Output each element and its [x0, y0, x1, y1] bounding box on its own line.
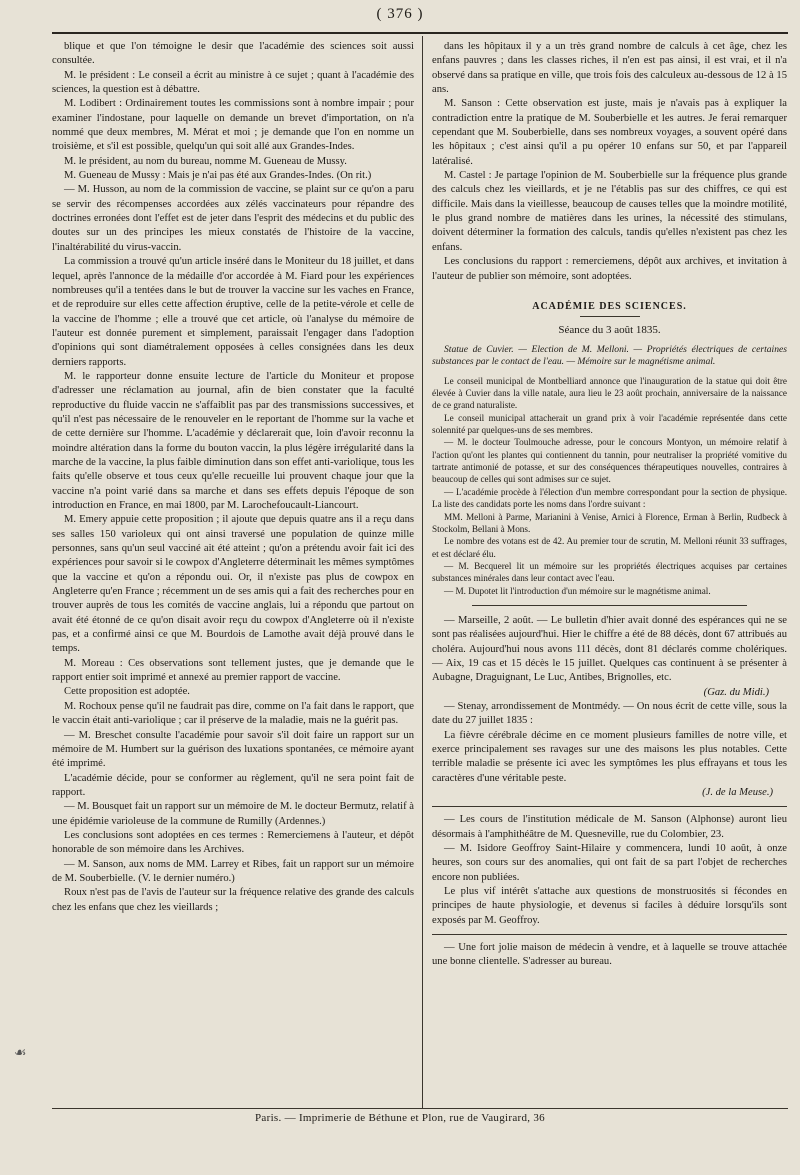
- paragraph: — Marseille, 2 août. — Le bulletin d'hier avait donné des espérances qui ne se sont pas réalisées aujourd'hui. Hier le chiffre a été de 88 décès, dont 67 attribués au choléra. Aujourd'hui nous avons 111 décès, dont 81 déclarés comme cholériques. — Aix, 19 cas et 15 décès le 15 juillet. Quelques cas continuent à se présenter à Aubagne, Draguignant, Le Luc, Antibes, Brignolles, etc.: [432, 614, 787, 684]
- paragraph: — M. Bousquet fait un rapport sur un mémoire de M. le docteur Bermutz, relatif à une épidémie varioleuse de la commune de Rumilly (Ardennes.): [52, 801, 414, 827]
- paragraph: blique et que l'on témoigne le desir que l'académie des sciences soit aussi consultée.: [52, 41, 414, 67]
- paragraph: — M. Isidore Geoffroy Saint-Hilaire y commencera, lundi 10 août, à onze heures, son cours sur des anomalies, qui ont fait de sa part l'objet de recherches encore non publiées.: [432, 843, 787, 883]
- academy-date: Séance du 3 août 1835.: [558, 324, 661, 337]
- paragraph: M. Moreau : Ces observations sont tellement justes, que je demande que le rapport entier soit imprimé et annexé au premier rapport de vaccine.: [52, 657, 414, 684]
- paragraph: — M. le docteur Toulmouche adresse, pour le concours Montyon, un mémoire relatif à l'action qu'ont les plantes qui contiennent du tannin, pour neutraliser la propriété vomitive du tartrate antimonié de potasse, et sur des conséquences thérapeutiques nouvelles, contraires à beaucoup de celles qui sont admises sur ce sujet.: [432, 437, 787, 485]
- paragraph: La fièvre cérébrale décime en ce moment plusieurs familles de notre ville, et exerce principalement ses ravages sur une des maisons les plus notables. Cette terrible maladie se présente ici avec les symptômes les plus effrayans et tous les caractères d'une véritable peste.: [432, 729, 787, 784]
- paragraph: dans les hôpitaux il y a un très grand nombre de calculs à cet âge, chez les enfans pauvres ; dans les classes riches, il n'en est pas ainsi, il est vrai, et il n'a observé dans sa pratique en ville, que trois fois des calculeux au-dessous de 12 à 15 ans.: [432, 41, 787, 96]
- section-separator-2: [432, 806, 787, 807]
- paragraph: M. le président, au nom du bureau, nomme M. Gueneau de Mussy.: [64, 155, 347, 167]
- paragraph: — Stenay, arrondissement de Montmédy. — On nous écrit de cette ville, sous la date du 27 juillet 1835 :: [432, 700, 787, 727]
- paragraph: M. Castel : Je partage l'opinion de M. Souberbielle sur la fréquence plus grande des calculs chez les vieillards, et je ne l'établis pas sur des chiffres, ce qui est difficile. Mais dans la vieillesse, beaucoup de causes telles que la moindre motilité, le plus grand nombre de matières dans les urines, la nécessité des stimulans, doivent déterminer la formation des calculs, tandis qu'elles n'existent pas chez les enfans.: [432, 170, 787, 253]
- footer-rule: [52, 1108, 788, 1109]
- paragraph: — Les cours de l'institution médicale de M. Sanson (Alphonse) auront lieu désormais à l'amphithéâtre de M. Quesneville, rue du Colombier, 23.: [432, 814, 787, 840]
- right-column: [432, 40, 787, 1108]
- page-number: ( 376 ): [376, 6, 424, 22]
- paragraph: Le nombre des votans est de 42. Au premier tour de scrutin, M. Melloni réunit 33 suffrages, et est déclaré élu.: [432, 536, 787, 559]
- paragraph: — M. Becquerel lit un mémoire sur les propriétés électriques acquises par certaines substances minérales dans leur contact avec l'eau.: [432, 560, 787, 584]
- paragraph: M. Gueneau de Mussy : Mais je n'ai pas été aux Grandes-Indes. (On rit.): [64, 170, 372, 182]
- academy-body: [432, 375, 787, 597]
- paragraph: — M. Dupotet lit l'introduction d'un mémoire sur le magnétisme animal.: [444, 585, 711, 596]
- paragraph: MM. Melloni à Parme, Marianini à Venise, Arnici à Florence, Erman à Berlin, Rudbeck à Stockolm, Bellani à Mons.: [432, 511, 787, 534]
- courses-notice: [432, 813, 787, 928]
- paragraph: — M. Sanson, aux noms de MM. Larrey et Ribes, fait un rapport sur un mémoire de M. Souberbielle. (V. le dernier numéro.): [52, 858, 414, 884]
- paragraph: Cette proposition est adoptée.: [64, 686, 190, 698]
- news-source-meuse: (J. de la Meuse.): [702, 787, 773, 799]
- paragraph: M. Sanson : Cette observation est juste, mais je n'avais pas à expliquer la contradiction entre la pratique de M. Souberbielle et les autres. Je ferai remarquer cependant que M. Souberbielle, dans ses nombreux voyages, a souvent opéré dans les hôpitaux ; c'est ainsi qu'il a pu opérer 10 enfans sur 50, et par l'appareil latéralisé.: [432, 98, 787, 167]
- heading-rule: [580, 316, 640, 317]
- paragraph: — M. Breschet consulte l'académie pour savoir s'il doit faire un rapport sur un mémoire de M. Humbert sur la guérison des luxations spontanées, ce mémoire ayant été imprimé.: [52, 729, 414, 770]
- column-divider: [422, 36, 423, 1108]
- rapport-discussion: [432, 40, 787, 284]
- left-column: [52, 40, 414, 1108]
- news-source-midi: (Gaz. du Midi.): [703, 686, 769, 698]
- section-separator: [472, 605, 747, 606]
- academy-abstract: Statue de Cuvier. — Election de M. Melloni. — Propriétés électriques de certaines substances par le contact de l'eau. — Mémoire sur le magnétisme animal.: [432, 343, 787, 368]
- paragraph: Le plus vif intérêt s'attache aux questions de monstruosités si fécondes en principes de haute physiologie, et devenus si faciles à déduire lorsqu'ils sont exposés par M. Geoffroy.: [432, 886, 787, 926]
- paragraph: Le conseil municipal de Montbelliard annonce que l'inauguration de la statue qui doit être élevée à Cuvier dans la ville natale, aura lieu le 23 août prochain, anniversaire de la naissance de ce grand naturaliste.: [432, 375, 787, 411]
- paragraph: M. Rochoux pense qu'il ne faudrait pas dire, comme on l'a fait dans le rapport, que le vaccin était anti-variolique ; car il préserve de la maladie, mais ne la guérit pas.: [52, 700, 414, 727]
- paragraph: L'académie décide, pour se conformer au règlement, qu'il ne sera point fait de rapport.: [52, 772, 414, 798]
- academy-heading: ACADÉMIE DES SCIENCES.: [532, 300, 687, 312]
- paragraph: M. le rapporteur donne ensuite lecture de l'article du Moniteur et propose d'adresser une réclamation au journal, afin de bien constater que la faculté reproductive du fluide vaccin ne s'affaiblit pas par des transmissions successives, et qu'il n'est pas nécessaire de le renouveler en le reportant de l'homme sur la vache et de cette dernière sur l'homme. L'académie y déclarerait que, loin d'avoir reconnu la moindre altération dans la forme du bouton vaccin, la plus légère irrégularité dans la marche de la vaccine, la plus faible diminution dans son effet anti-variolique, tous les faits qu'elle observe et tous ceux qu'elle recueille lui prouvent chaque jour que la vaccine n'a point varié dans sa marche et dans ses effets depuis l'époque de son introduction en France, en mai 1800, par M. Larochefoucault-Liancourt.: [52, 370, 414, 511]
- paragraph: — M. Husson, au nom de la commission de vaccine, se plaint sur ce qu'on a paru se servir des récompenses accordées aux zélés vaccinateurs pour répandre des doctrines erronées dont l'effet est de jeter dans l'esprit des médecins et du public des doutes sur un des principes les mieux constatés de l'histoire de la vaccine, l'inaltérabilité du virus-vaccin.: [52, 184, 414, 253]
- margin-mark-icon: ☙: [14, 1045, 27, 1061]
- paragraph: La commission a trouvé qu'un article inséré dans le Moniteur du 18 juillet, et dans lequel, après l'annonce de la médaille d'or accordée à M. Fiard pour les expériences nombreuses qu'il a tentées dans le but de trouver la vaccine sur les vaches en France, et de reproduire sur elles cette affection éruptive, celle de la petite-vérole et celle de la vaccine de l'homme ; elle a trouvé que cet article, où l'analyse du mémoire de l'auteur est donnée purement et simplement, paraissait l'engager dans l'adoption d'opinions qui sont diamétralement opposées à celles consignées dans les deux derniers rapports.: [52, 256, 414, 368]
- top-rule: [52, 32, 788, 34]
- paragraph: Roux n'est pas de l'avis de l'auteur sur la fréquence relative des grande des calculs chez les enfans que chez les vieillards ;: [52, 887, 414, 913]
- paragraph: Le conseil municipal attacherait un grand prix à voir l'académie représentée dans cette solennité par quelques-uns de ses membres.: [432, 412, 787, 436]
- advert: — Une fort jolie maison de médecin à vendre, et à laquelle se trouve attachée une bonne clientelle. S'adresser au bureau.: [432, 942, 787, 968]
- paragraph: — L'académie procède à l'élection d'un membre correspondant pour la section de physique. La liste des candidats porte les noms dans l'ordre suivant :: [432, 486, 787, 510]
- printer-footer: Paris. — Imprimerie de Béthune et Plon, rue de Vaugirard, 36: [255, 1112, 545, 1124]
- news-stenay: [432, 700, 787, 786]
- paragraph: Les conclusions du rapport : remerciemens, dépôt aux archives, et invitation à l'auteur de publier son mémoire, sont adoptées.: [432, 256, 787, 282]
- section-separator-3: [432, 934, 787, 935]
- paragraph: M. Emery appuie cette proposition ; il ajoute que depuis quatre ans il a reçu dans ses salles 150 varioleux qui ont ainsi traversé une population de quinze mille personnes, sans qu'un seul vacciné ait été atteint ; qu'on a prétendu avoir fait ici des expériences pour savoir si le cowpox d'Angleterre déterminait les mêmes symptômes que la vaccine et qu'on a répondu oui. Or, il n'existe pas plus de cowpox en Angleterre qu'en France ; récemment un de ses amis qui a fait des recherches pour en trouver auprès de tous les comités de vaccine anglais, lui a répondu que partout on avait été étonné de ce qu'on disait avoir reçu du cowpox d'Angleterre où il n'existe pas, et a confirmé ainsi ce que M. Bourdois de Lamothe avait déjà prouvé dans le temps.: [52, 514, 414, 655]
- news-marseille: [432, 614, 787, 686]
- paragraph: Les conclusions sont adoptées en ces termes : Remerciemens à l'auteur, et dépôt honorable de son mémoire dans les Archives.: [52, 829, 414, 856]
- paragraph: M. le président : Le conseil a écrit au ministre à ce sujet ; quant à l'académie des sciences, la question est à débattre.: [52, 69, 414, 96]
- paragraph: M. Lodibert : Ordinairement toutes les commissions sont à nombre impair ; pour examiner l'indostane, pour laquelle on demande un brevet d'importation, on n'a nommé que deux membres, M. Mérat et moi ; je demande que l'on en nomme un troisième, et s'il est possible, quelqu'un qui soit allé aux Grandes-Indes.: [52, 98, 414, 153]
